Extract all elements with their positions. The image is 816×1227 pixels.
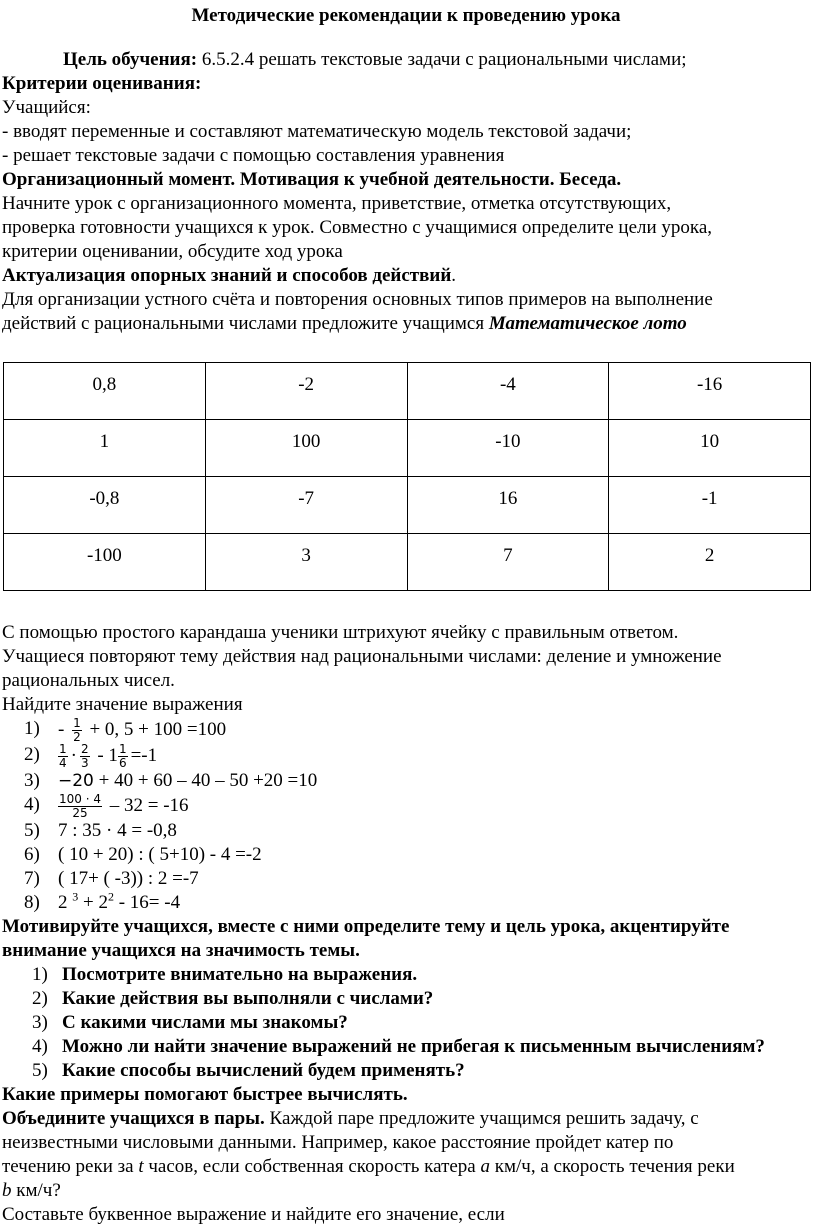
lotto-name: Математическое лото (488, 313, 687, 334)
criteria-heading: Критерии оценивания: (2, 73, 202, 94)
table-cell: 3 (205, 534, 407, 591)
question-item: 1) Посмотрите внимательно на выражения. (32, 964, 418, 985)
pairs-line-5: Составьте буквенное выражение и найдите его значение, если (2, 1204, 505, 1225)
motivate-line-1: Мотивируйте учащихся, вместе с ними определите тему и цель урока, акцентируйте (2, 916, 730, 937)
expression-item: 6) ( 10 + 20) : ( 5+10) - 4 =-2 (24, 844, 262, 865)
question-item: 2) Какие действия вы выполняли с числами? (32, 988, 434, 1009)
table-cell: 100 (205, 420, 407, 477)
org-line-3: критерии оценивании, обсудите ход урока (2, 241, 343, 262)
pairs-line-3: течению реки за t часов, если собственная скорость катера a км/ч, а скорость течения реки (2, 1156, 735, 1177)
fraction: $\frac{1}{4}$ (59, 742, 67, 770)
pairs-line-4: b км/ч? (2, 1180, 61, 1201)
fraction: $\frac{100 \cdot 4}{25}$ (59, 792, 101, 820)
table-cell: 2 (609, 534, 811, 591)
fraction: $\frac{1}{6}$ (118, 742, 127, 770)
pairs-line-1: Объедините учащихся в пары. Каждой паре предложите учащимся решить задачу, с (2, 1108, 699, 1129)
after-table-line-3: рациональных чисел. (2, 670, 175, 691)
goal-text: 6.5.2.4 решать текстовые задачи с рациональными числами; (197, 49, 687, 70)
table-row (4, 534, 811, 591)
pairs-line-2: неизвестными числовыми данными. Например, какое расстояние пройдет катер по (2, 1132, 674, 1153)
org-heading: Организационный момент. Мотивация к учебной деятельности. Беседа. (2, 169, 622, 190)
table-row (4, 363, 811, 420)
table-cell: -100 (4, 534, 206, 591)
table-cell: 1 (4, 420, 206, 477)
criteria-student: Учащийся: (2, 97, 91, 118)
question-list (2, 963, 810, 1083)
page-title: Методические рекомендации к проведению урока (191, 5, 621, 26)
goal-line (2, 48, 810, 72)
after-table-line-4: Найдите значение выражения (2, 694, 243, 715)
table-cell: -4 (407, 363, 609, 420)
table-row (4, 477, 811, 534)
after-table-line-2: Учащиеся повторяют тему действия над рациональными числами: деление и умножение (2, 646, 722, 667)
table-row (4, 420, 811, 477)
actual-line-2: действий с рациональными числами предложите учащимся Математическое лото (2, 313, 687, 334)
expression-item: 8) 2 $^3 + 2^2 - 16= -4$ (24, 889, 181, 913)
fraction: $\frac{1}{2}$ (73, 716, 81, 744)
criteria-item-2: - решает текстовые задачи с помощью составления уравнения (2, 145, 505, 166)
motivate-line-2: внимание учащихся на значимость темы. (2, 940, 360, 961)
table-cell: 7 (407, 534, 609, 591)
table-cell: 10 (609, 420, 811, 477)
expression-item: 3) −20 + 40 + 60 – 40 – 50 +20 =10 (24, 770, 318, 791)
table-cell: -0,8 (4, 477, 206, 534)
table-cell: 0,8 (4, 363, 206, 420)
fraction: $\frac{2}{3}$ (80, 742, 89, 770)
table-cell: -2 (205, 363, 407, 420)
actual-heading: Актуализация опорных знаний и способов действий. (2, 265, 457, 286)
expression-list (2, 717, 810, 915)
question-item: 4) Можно ли найти значение выражений не прибегая к письменным вычислениям? (32, 1036, 765, 1057)
org-line-2: проверка готовности учащихся к урок. Совместно с учащимися определите цели урока, (2, 217, 713, 238)
expression-item: 5) 7 : 35 · 4 = -0,8 (24, 820, 177, 841)
expression-item: 7) ( 17+ ( -3)) : 2 =-7 (24, 868, 199, 889)
table-cell: -10 (407, 420, 609, 477)
table-cell: 16 (407, 477, 609, 534)
lotto-table (3, 362, 811, 591)
question-item: 3) С какими числами мы знакомы? (32, 1012, 348, 1033)
criteria-item-1: - вводят переменные и составляют математическую модель текстовой задачи; (2, 121, 632, 142)
table-cell: -16 (609, 363, 811, 420)
org-line-1: Начните урок с организационного момента, приветствие, отметка отсутствующих, (2, 193, 672, 214)
table-cell: -1 (609, 477, 811, 534)
motivate-closing: Какие примеры помогают быстрее вычислять. (2, 1084, 408, 1105)
table-cell: -7 (205, 477, 407, 534)
goal-label: Цель обучения: (63, 49, 198, 70)
expression-item: 4) $\frac{100 \cdot 4}{25}$ – 32 = -16 (24, 792, 189, 820)
after-table-line-1: С помощью простого карандаша ученики штрихуют ячейку с правильным ответом. (2, 622, 679, 643)
actual-line-1: Для организации устного счёта и повторения основных типов примеров на выполнение (2, 289, 713, 310)
expression-item: 1) - $\frac{1}{2}$ + 0, 5 + 100 =100 (24, 716, 227, 744)
question-item: 5) Какие способы вычислений будем применять? (32, 1060, 465, 1081)
expression-item: 2) $\frac{1}{4}$ · $\frac{2}{3}$ - 1 $\frac{1}{6}$ =-1 (24, 742, 158, 770)
